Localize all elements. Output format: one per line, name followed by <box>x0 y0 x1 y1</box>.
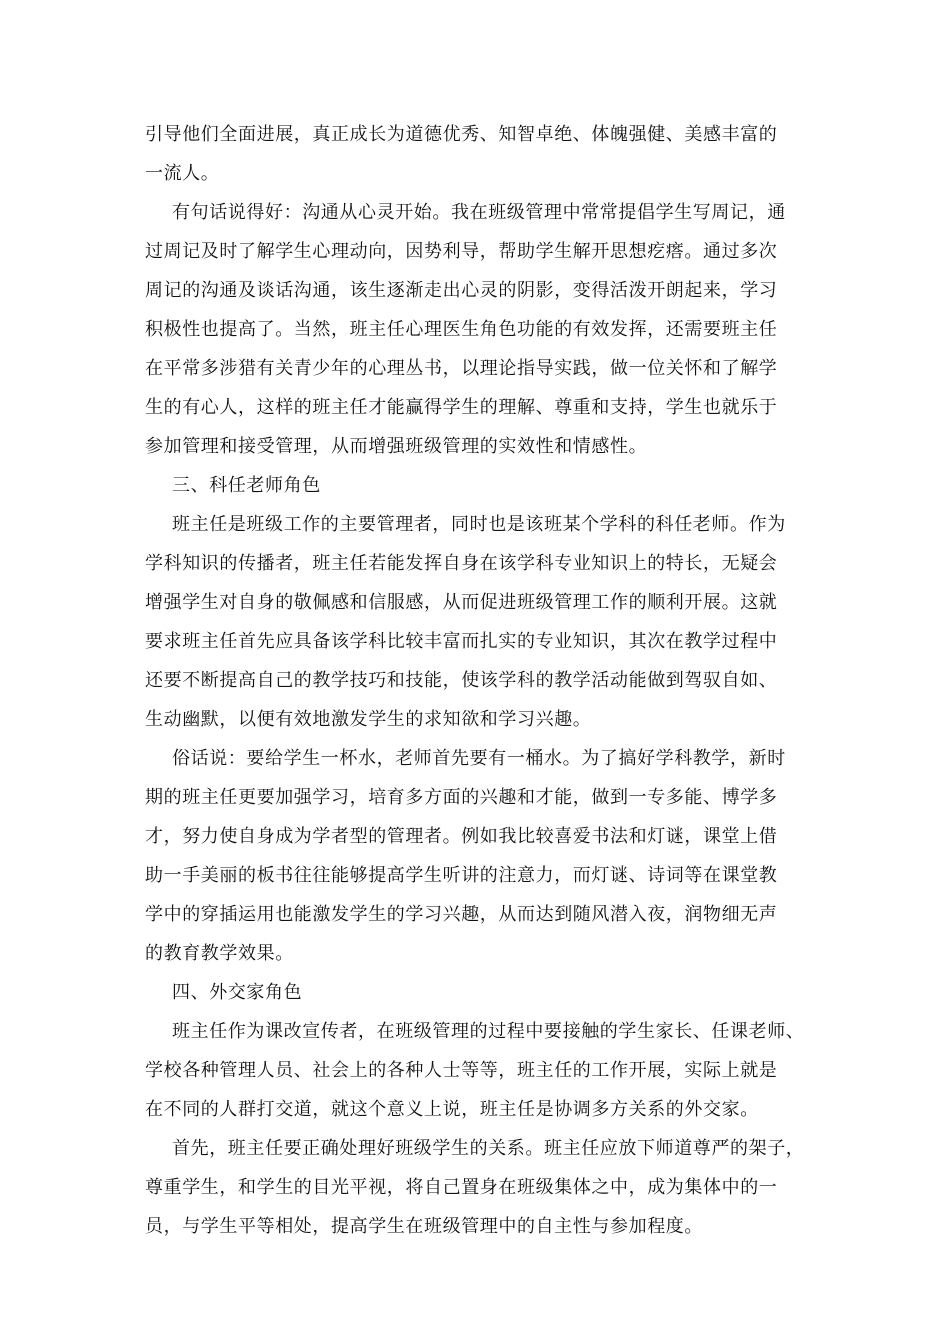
paragraph-line: 生动幽默，以便有效地激发学生的求知欲和学习兴趣。 <box>145 709 592 730</box>
paragraph-line: 的教育教学效果。 <box>145 943 294 964</box>
paragraph-line: 学中的穿插运用也能激发学生的学习兴趣，从而达到随风潜入夜，润物细无声 <box>145 904 778 925</box>
paragraph-line: 还要不断提高自己的教学技巧和技能，使该学科的教学活动能做到驾驭自如、 <box>145 670 778 691</box>
section-heading: 四、外交家角色 <box>172 982 303 1003</box>
paragraph-line: 在平常多涉猎有关青少年的心理丛书，以理论指导实践，做一位关怀和了解学 <box>145 358 778 379</box>
paragraph-line: 才，努力使自身成为学者型的管理者。例如我比较喜爱书法和灯谜，课堂上借 <box>145 826 778 847</box>
paragraph-line: 尊重学生，和学生的目光平视，将自己置身在班级集体之中，成为集体中的一 <box>145 1177 778 1198</box>
paragraph-line: 过周记及时了解学生心理动向，因势利导，帮助学生解开思想疙瘩。通过多次 <box>145 241 778 262</box>
paragraph-line: 期的班主任更要加强学习，培育多方面的兴趣和才能，做到一专多能、博学多 <box>145 787 778 808</box>
paragraph-line: 引导他们全面进展，真正成长为道德优秀、知智卓绝、体魄强健、美感丰富的 <box>145 124 778 145</box>
paragraph-line: 要求班主任首先应具备该学科比较丰富而扎实的专业知识，其次在教学过程中 <box>145 631 778 652</box>
paragraph-line: 俗话说：要给学生一杯水，老师首先要有一桶水。为了搞好学科教学，新时 <box>172 748 786 769</box>
paragraph-line: 学校各种管理人员、社会上的各种人士等等，班主任的工作开展，实际上就是 <box>145 1060 778 1081</box>
paragraph-line: 参加管理和接受管理，从而增强班级管理的实效性和情感性。 <box>145 436 648 457</box>
paragraph-line: 首先，班主任要正确处理好班级学生的关系。班主任应放下师道尊严的架子， <box>172 1138 805 1159</box>
paragraph-line: 助一手美丽的板书往往能够提高学生听讲的注意力，而灯谜、诗词等在课堂教 <box>145 865 778 886</box>
paragraph-line: 学科知识的传播者，班主任若能发挥自身在该学科专业知识上的特长，无疑会 <box>145 553 778 574</box>
paragraph-line: 有句话说得好：沟通从心灵开始。我在班级管理中常常提倡学生写周记，通 <box>172 202 786 223</box>
paragraph-line: 在不同的人群打交道，就这个意义上说，班主任是协调多方关系的外交家。 <box>145 1099 759 1120</box>
paragraph-line: 增强学生对自身的敬佩感和信服感，从而促进班级管理工作的顺利开展。这就 <box>145 592 778 613</box>
paragraph-line: 员，与学生平等相处，提高学生在班级管理中的自主性与参加程度。 <box>145 1216 703 1237</box>
paragraph-line: 生的有心人，这样的班主任才能赢得学生的理解、尊重和支持，学生也就乐于 <box>145 397 778 418</box>
paragraph-line: 班主任作为课改宣传者，在班级管理的过程中要接触的学生家长、任课老师、 <box>172 1021 805 1042</box>
paragraph-line: 一流人。 <box>145 163 220 184</box>
paragraph-line: 周记的沟通及谈话沟通，该生逐渐走出心灵的阴影，变得活泼开朗起来，学习 <box>145 280 778 301</box>
section-heading: 三、科任老师角色 <box>172 475 321 496</box>
paragraph-line: 班主任是班级工作的主要管理者，同时也是该班某个学科的科任老师。作为 <box>172 514 786 535</box>
paragraph-line: 积极性也提高了。当然，班主任心理医生角色功能的有效发挥，还需要班主任 <box>145 319 778 340</box>
